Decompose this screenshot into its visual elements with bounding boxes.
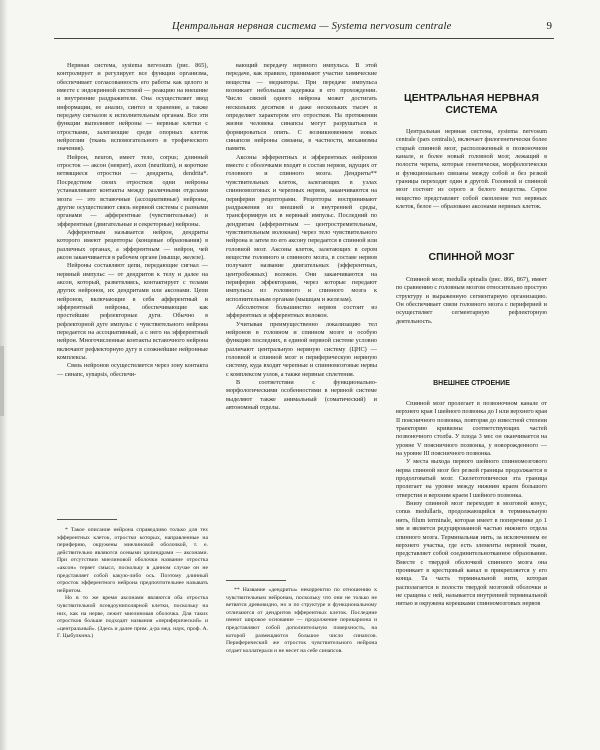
footnote-1 [57,527,208,641]
section-title-cns: ЦЕНТРАЛЬНАЯ НЕРВНАЯ СИСТЕМА [404,92,539,116]
paragraph: Спинной мозг пролегает в позвоночном канале от верхнего края I шейного позвонка до I или верхнего края II поясничного позвонка, повторяя до известной степени траекторию кривизны соответствующих частей позвоночного столба. У плода 3 мес он оканчивается на уровне V поясничного позвонка, у новорожденного — на уровне III поясничного позвонка. [396,400,547,458]
paragraph: вающий передачу нервного импульса. В этой передаче, как правило, принимают участие химические вещества — медиаторы. При передаче импульса возникает небольшая задержка в его прохождении. Число связей одного нейрона может достигать нескольких десятков и даже нескольких тысяч и определяет характером его отростков. На протяжении жизни человека синапсы могут разрушаться и формироваться опять. С возникновением новых синапсов нейроны связаны, в частности, механизмы памяти. [226,62,377,153]
running-header [54,18,554,39]
running-title: Центральная нервная система — Systema nervosum centrale [172,21,452,32]
paragraph: Нервная система, systema nervosum (рис. 865), контролирует и регулирует все функции организма, обеспечивает согласованность его работы как целого и вместе с эндокринной системой — реакцию на внешние и внутренние раздражители. Она осуществляет ввод информации, ее анализ, синтез и хранение, а также передачу сигналов к исполнительным органам. Все эти функции выполняют нейроны — нервные клетки с отростками, залегающие среди опорных клеток нейроглии (ткань вспомогательного и трофического значения). [57,62,208,153]
text-column-3-intro [396,128,547,211]
paragraph: Связь нейронов осуществляется через зону контакта — синапс, synapsis, обеспечи- [57,362,208,378]
paragraph: Учитывая преимущественно локализацию тел нейронов в головном и спинном мозге и особую функцию последних, в единой нервной системе условно различают центральную нервную систему (ЦНС) — головной и спинной мозг и периферическую нервную систему, куда входят черепные и спинномозговые нервы с комплексом узлов, а также нервные сплетения. [226,320,377,378]
footnote-paragraph: ** Название «дендриты» некорректно по отношению к чувствительным нейронам, поскольку что они не только не ветвятся древовидно, но и по структуре и функциональному отличаются от дендритов эфферентных клеток. Последние имеют широкое основание — продолжение перикариона и представляют собой дополнительную поверхность, на которой размещаются большое число синапсов. Периферический же отросток чувствительного нейрона отдает коллатерали и не несет на себе синапсов. [226,587,377,654]
paragraph: Аксоны эфферентных и эфферентных нейронов вместе с оболочками входят в состав нервов, идущих от головного и спинного мозга. Дендриты** чувствительных клеток, залегающих в узлах спинномозговых и черепных нервов, заканчиваются на периферии рецепторами. Рецепторы воспринимают раздражения из внешней и внутренней среды, трансформируя их в нервный импульс. Последний по дендритам (афферентным — центростремительным, чувствительным волокнам) через тело чувствительного нейрона и затем по его аксону передается в спинной или головной мозг. Аксоны клеток, залегающих в сером веществе головного и спинного мозга, в составе нервов получают название двигательных (эфферентных, центробежных) волокон. Они заканчиваются на периферии эффекторами, через которые передают импульсы из головного и спинного мозга к исполнительным органам (мышцам и железам). [226,153,377,303]
subsection-title-external: ВНЕШНЕЕ СТРОЕНИЕ [433,380,510,387]
text-column-1 [57,62,208,379]
section-title-spinal-cord: СПИННОЙ МОЗГ [428,251,515,263]
paragraph: Абсолютное большинство нервов состоит из эфферентных и эфферентных волокон. [226,303,377,320]
text-column-3-external [396,400,547,609]
paragraph: Афферентным называется нейрон, дендриты которого имеют рецепторы (концевые образования) в различных органах, а эфферентным — нейрон, чей аксон заканчивается в рабочем органе (мышце, железе). [57,228,208,261]
footnote-rule [226,580,286,581]
paragraph: В соответствии с функционально-морфологическими особенностями в нервной системе выделяют также анимальный (соматический) и автономный отделы. [226,379,377,412]
page-number: 9 [546,20,552,32]
paragraph: Внизу спинной мозг переходит в мозговой конус, conus medullaris, продолжающийся в терминальную нить, filum terminale, которая имеет в поперечнике до 1 мм и является редуцированной частью нижнего отдела спинного мозга. Терминальная нить, за исключением ее верхнего участка, где есть элементы нервной ткани, представляет собой соединительнотканное образование. Вместе с твердой оболочкой спинного мозга она проникает в крестцовый канал и прикрепляется у его конца. Та часть терминальной нити, которая располагается в полости твердой мозговой оболочки и не сращена с ней, называется внутренней терминальной нитью и окружена корешками спинномозговых нервов [396,500,547,608]
text-column-3-spinal [396,276,547,326]
footnote-paragraph: * Такое описание нейрона справедливо только для тех эфферентных клеток, отростки которых, направленные на периферию, окружены миелиновой оболочкой, т. е. действительно являются осевыми цилиндрами — аксонами. При отсутствии миелиновой оболочки название отростка «аксон» теряет смысл, поскольку в данном случае он не представляет собой какую-либо ось. Поэтому длинный отросток эфферентного нейрона предпочтительнее называть нейритом. [57,527,208,594]
paragraph: Спинной мозг, medulla spinalis (рис. 866, 867), имеет по сравнению с головным мозгом относительно простую структуру и выраженную сегментарную организацию. Он обеспечивает связи головного мозга с периферией и осуществляет сегментарную рефлекторную деятельность. [396,276,547,325]
paragraph: Нейрон, neuron, имеет тело, corpus; длинный отросток — аксон (неврит), axon (neuritum), и короткие ветвящиеся отростки — дендриты, dendrita*. Посредством своих отростков одни нейроны устанавливают контакты между различными отделами мозга — это вставочные (ассоциативные) нейроны, другие осуществляют связь нервной системы с разными органами — афферентные (чувствительные) и эфферентные (двигательные и секреторные) нейроны. [57,153,208,228]
paragraph: У места выхода первого шейного спинномозгового нерва спинной мозг без резкой границы продолжается в продолговатый мозг. Скелетотопически эта граница пролегает на уровне между нижним краем большого отверстия и верхним краем I шейного позвонка. [396,458,547,499]
paragraph: Нейроны составляют цепи, передающие сигнал — нервный импульс — от дендритов к телу и далее на аксон, который, разветвляясь, контактирует с телами других нейронов, их дендритами или аксонами. Цепи нейронов, включающие в себя афферентный и эфферентный нейроны, обеспечивающие как простейшие рефлекторные дуги. Обычно в рефлекторной дуге импульс с чувствительного нейрона передается на ассоциативный, а с него на эфферентный нейрон. Многочисленные контакты вставочного нейрона включают рефлекторную дугу в сложнейшие нейронные комплексы. [57,262,208,362]
footnote-paragraph: Но в то же время аксонами являются оба отростка чувствительной псевдоуниполярной клетки, поскольку на них, как на нерве, лежит миелиновая оболочка. Для таких отростков больше подходят названия «периферический» и «центральный». (Здесь и далее прим. д-ра мед. наук, проф. А. Г. Цыбулкина.) [57,595,208,640]
footnote-2 [226,587,377,655]
text-column-2 [226,62,377,412]
paragraph: Центральная нервная система, systema nervosum centrale (pars centralis), включает филогенетически более старый спинной мозг, расположенный в позвоночном канале, и более новый головной мозг, лежащий в полости черепа, которые генетически, морфологически и функционально связаны между собой и без резкой границы переходят один в другой. Головной и спинной мозг состоит из серого и белого вещества. Серое вещество представляет собой скопление тел нервных клеток, белое — образовано аксонами нервных клеток. [396,128,547,211]
footnote-rule [57,519,117,520]
page-edge-marker [0,346,4,416]
